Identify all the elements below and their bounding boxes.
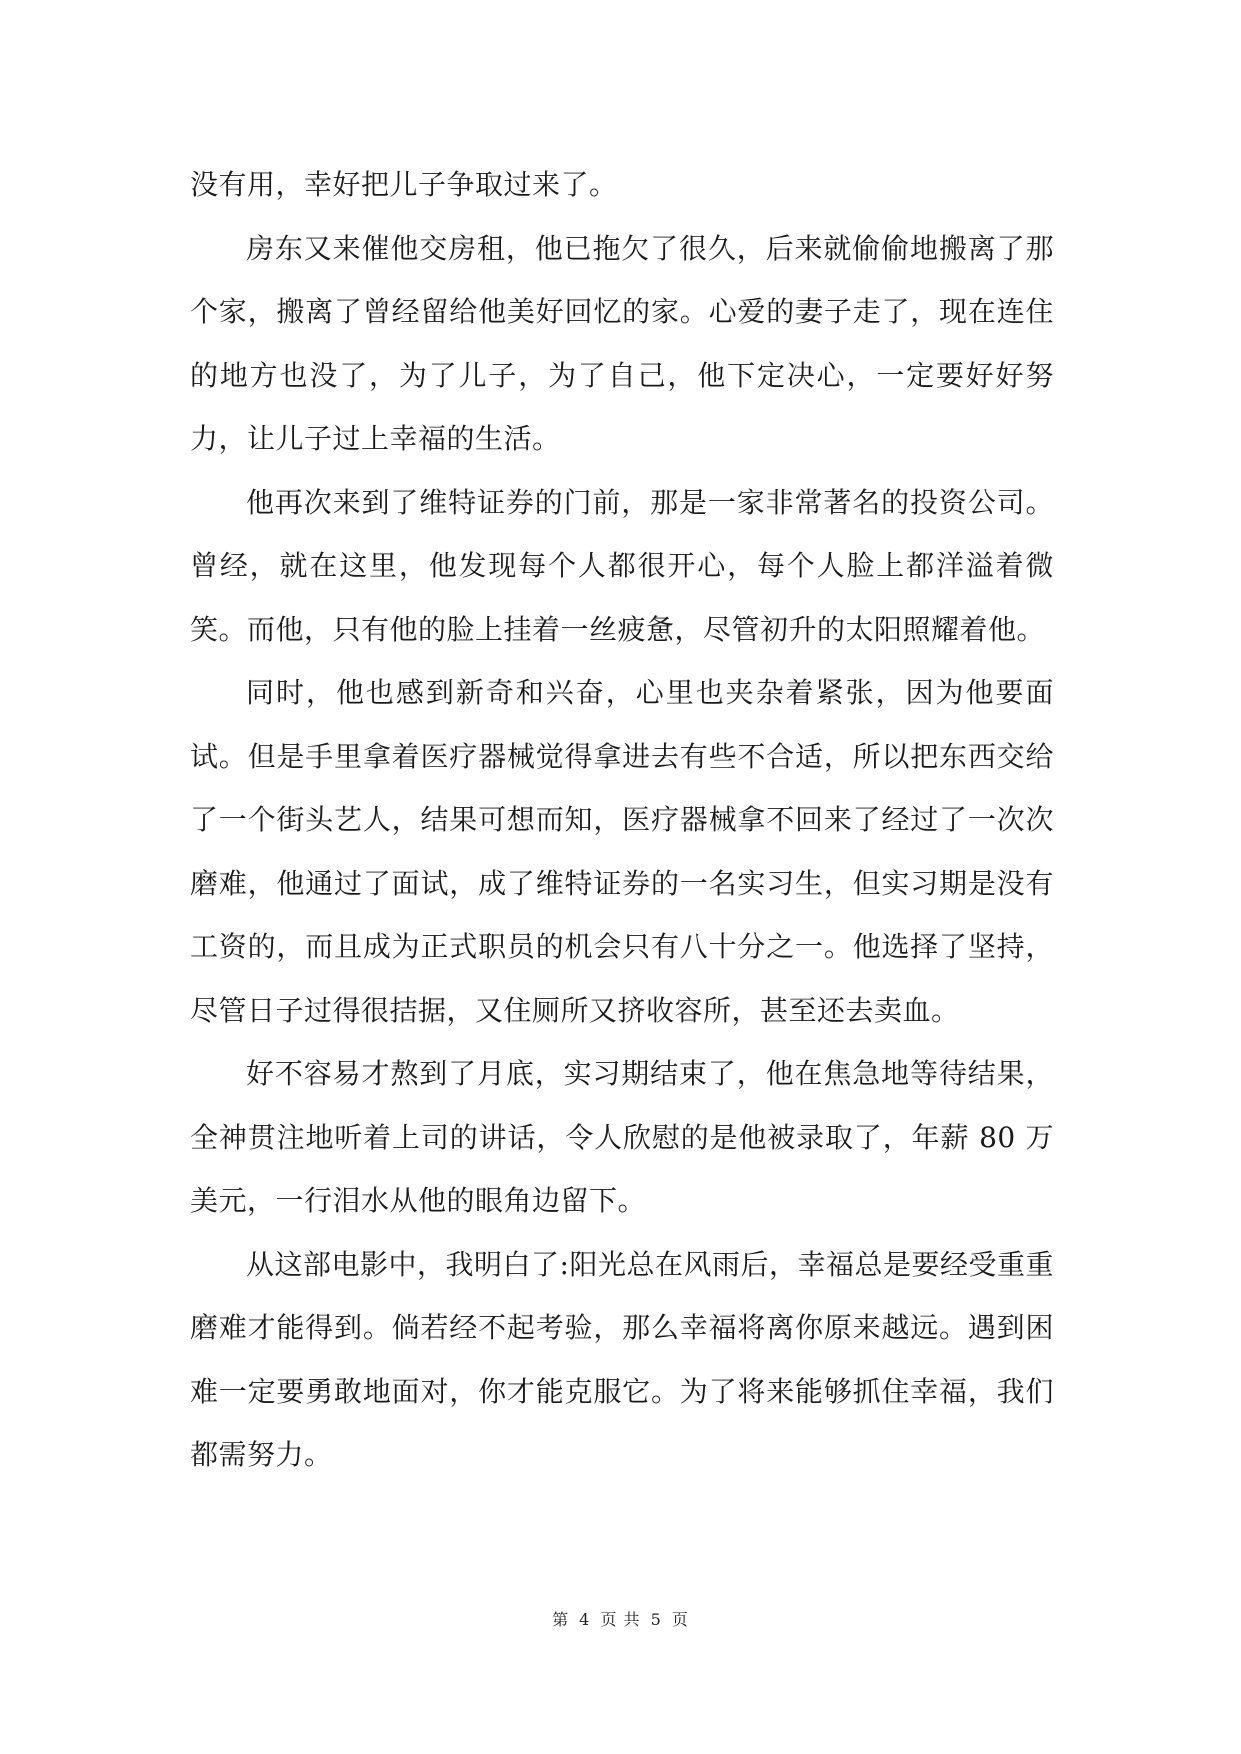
paragraph-continuation: 没有用，幸好把儿子争取过来了。 xyxy=(190,168,618,201)
body-text xyxy=(190,153,1054,1487)
paragraph: 房东又来催他交房租，他已拖欠了很久，后来就偷偷地搬离了那个家，搬离了曾经留给他美好回忆的家。心爱的妻子走了，现在连住的地方也没了，为了儿子，为了自己，他下定决心，一定要好好努力，让儿子过上幸福的生活。 xyxy=(190,231,1054,455)
page-footer xyxy=(0,1607,1241,1630)
paragraph: 他再次来到了维特证券的门前，那是一家非常著名的投资公司。曾经，就在这里，他发现每个人都很开心，每个人脸上都洋溢着微笑。而他，只有他的脸上挂着一丝疲惫，尽管初升的太阳照耀着他。 xyxy=(190,485,1054,646)
paragraph: 好不容易才熬到了月底，实习期结束了，他在焦急地等待结果，全神贯注地听着上司的讲话，令人欣慰的是他被录取了，年薪 80 万美元，一行泪水从他的眼角边留下。 xyxy=(190,1057,1054,1217)
paragraph: 从这部电影中，我明白了:阳光总在风雨后，幸福总是要经受重重磨难才能得到。倘若经不起考验，那么幸福将离你原来越远。遇到困难一定要勇敢地面对，你才能克服它。为了将来能够抓住幸福，我们都需努力。 xyxy=(190,1247,1054,1471)
footer-prefix: 第 xyxy=(552,1610,570,1629)
footer-suffix: 页 xyxy=(671,1610,689,1629)
current-page-number: 4 xyxy=(579,1610,591,1629)
footer-middle: 页 共 xyxy=(600,1610,641,1629)
paragraph: 同时，他也感到新奇和兴奋，心里也夹杂着紧张，因为他要面试。但是手里拿着医疗器械觉得拿进去有些不合适，所以把东西交给了一个街头艺人，结果可想而知，医疗器械拿不回来了经过了一次次磨难，他通过了面试，成了维特证券的一名实习生，但实习期是没有工资的，而且成为正式职员的机会只有八十分之一。他选择了坚持，尽管日子过得很拮据，又住厕所又挤收容所，甚至还去卖血。 xyxy=(190,676,1054,1027)
total-page-number: 5 xyxy=(650,1610,662,1629)
